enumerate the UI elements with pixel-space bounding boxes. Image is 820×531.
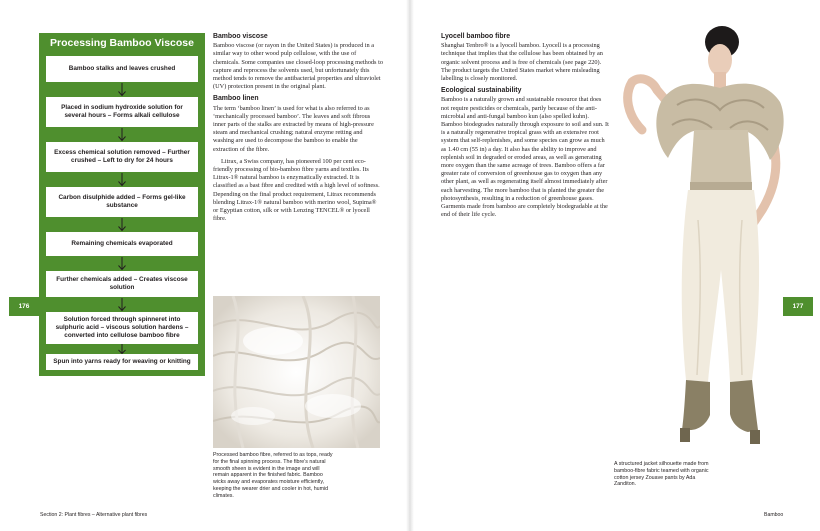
page-number-right: 177 <box>783 297 813 316</box>
flowchart-panel <box>39 33 205 376</box>
lyocell-paragraph: Shanghai Tenbro® is a lyocell bamboo. Lyocell is a processing technique that implies that the cellulose has been obtained by an organic solvent process and is free of chemicals (see page 220). The product targets the United States market where misleading labelling is closely monitored. <box>441 42 603 83</box>
flowchart-step-4: Carbon disulphide added – Forms gel-like substance <box>46 187 198 217</box>
bamboo-linen-paragraph-2: Litrax, a Swiss company, has pioneered 100 per cent eco-friendly processing of bio-bamboo fibre yarns and textiles. Its Litrax-1® natural bamboo is enzymatically extracted. It is classified as a bast fibre and credited with a high level of softness. Depending on the final product requirement, Litrax recommends blending Litrax-1® natural bamboo with merino wool, Supima® or Egyptian cotton, silk or with Lenzing TENCEL® or lyocell fibre. <box>213 157 380 223</box>
flowchart-step-6: Further chemicals added – Creates viscose solution <box>46 271 198 297</box>
flowchart-step-3: Excess chemical solution removed – Further crushed – Left to dry for 24 hours <box>46 142 198 172</box>
flowchart-step-1: Bamboo stalks and leaves crushed <box>46 56 198 82</box>
right-text-column <box>441 33 609 223</box>
left-footer: Section 2: Plant fibres – Alternative plant fibres <box>40 512 148 518</box>
model-photo-caption: A structured jacket silhouette made from bamboo-fibre fabric teamed with organic cotton jersey Zouave pants by Ada Zanditon. <box>614 461 709 488</box>
ecological-sustainability-heading: Ecological sustainability <box>441 87 522 95</box>
bamboo-fibre-image <box>213 296 380 448</box>
down-arrow-icon <box>117 128 127 142</box>
right-footer: Bamboo <box>764 512 784 518</box>
fibre-photo-caption: Processed bamboo fibre, referred to as tops, ready for the final spinning process. The fibre’s natural smooth sheen is evident in the image and will remain apparent in the finished fabric. Bamboo wicks away and evaporates moisture efficiently, keeping the wearer drier and cooler in hot, humid climates. <box>213 452 333 499</box>
page-number-left: 176 <box>9 297 39 316</box>
flowchart-step-7: Solution forced through spinneret into sulphuric acid – viscous solution hardens – converted into cellulose bamboo fibre <box>46 312 198 344</box>
flowchart-title: Processing Bamboo Viscose <box>50 37 194 49</box>
ecological-sustainability-paragraph: Bamboo is a naturally grown and sustainable resource that does not require pesticides or chemicals, partly because of the anti-microbial and anti-fungal bamboo kun (also spelled kuhn). Bamboo biodegrades naturally through exposure to soil and sun. It is a naturally regenerative tropical grass with an extensive root system that self-replenishes, and some species can grow as much as 1.40 cm (55 in) a day. It also has the ability to improve and replenish soil in degraded or eroded areas, as well as generating more oxygen than the same acreage of trees. Bamboo offers a far greater rate of conversion of greenhouse gas to oxygen than any other plant, as well as regenerating itself almost immediately after each harvesting. The more bamboo that is planted the greater the photosynthesis, resulting in a reduction of greenhouse gases. Garments made from bamboo are completely biodegradable at the end of their life cycle. <box>441 96 609 219</box>
bamboo-viscose-heading: Bamboo viscose <box>213 33 268 40</box>
bamboo-viscose-paragraph: Bamboo viscose (or rayon in the United States) is produced in a similar way to other wood pulp cellulose, with the use of chemicals. Some companies use closed-loop processing methods to capture and reprocess the solvents used, but unfortunately this method tends to remove the antibacterial properties and ultraviolet (UV) protection present in the original plant. <box>213 42 383 91</box>
flowchart-step-2: Placed in sodium hydroxide solution for several hours – Forms alkali cellulose <box>46 97 198 127</box>
bamboo-fibre-photo <box>213 296 380 448</box>
down-arrow-icon <box>117 173 127 187</box>
down-arrow-icon <box>117 298 127 312</box>
model-photo <box>602 20 792 465</box>
lyocell-heading: Lyocell bamboo fibre <box>441 33 511 40</box>
flowchart-step-8: Spun into yarns ready for weaving or knitting <box>46 354 198 370</box>
down-arrow-icon <box>117 83 127 97</box>
down-arrow-icon <box>117 344 127 354</box>
bamboo-linen-heading: Bamboo linen <box>213 95 259 103</box>
down-arrow-icon <box>117 257 127 271</box>
down-arrow-icon <box>117 218 127 232</box>
bamboo-linen-paragraph-1: The term ‘bamboo linen’ is used for what is also referred to as ‘mechanically processed bamboo’. The leaves and soft fibrous inner parts of the stalks are extracted by means of high-pressure steam and mechanical crushing; natural enzyme retting and washing are used to decompose the bamboo to enable the extraction of the fibre. <box>213 104 374 153</box>
left-text-column <box>213 33 383 227</box>
flowchart-step-5: Remaining chemicals evaporated <box>46 232 198 256</box>
book-gutter <box>406 0 414 531</box>
